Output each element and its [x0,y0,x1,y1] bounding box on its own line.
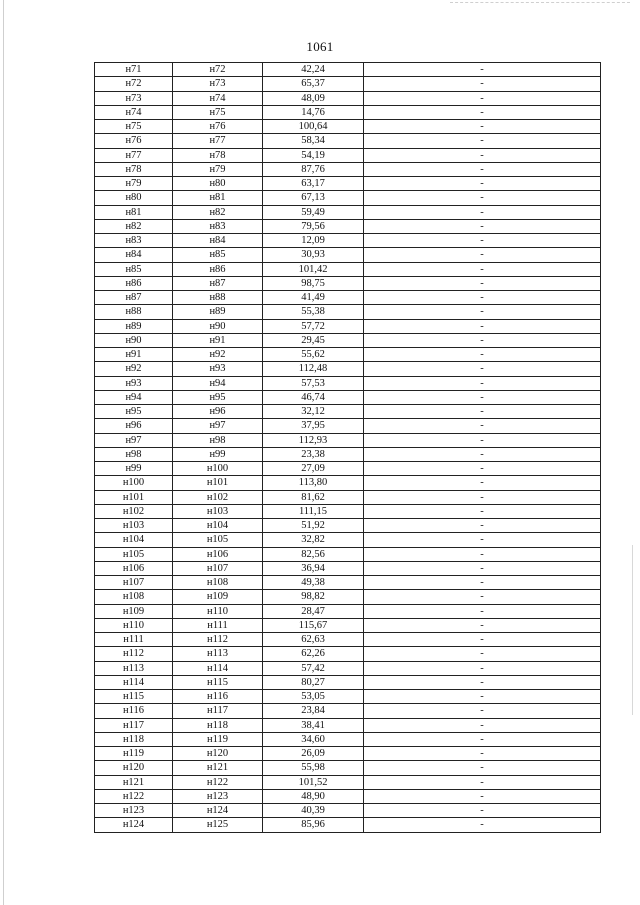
table-row [95,533,601,547]
to-point-cell: н106 [173,547,263,561]
note-cell: - [364,476,601,490]
from-point-cell: н119 [95,747,173,761]
to-point-cell: н87 [173,276,263,290]
note-cell: - [364,647,601,661]
from-point-cell: н112 [95,647,173,661]
table-row [95,177,601,191]
note-cell: - [364,376,601,390]
from-point-cell: н86 [95,276,173,290]
length-cell: 46,74 [263,390,364,404]
length-cell: 59,49 [263,205,364,219]
length-cell: 100,64 [263,120,364,134]
note-cell: - [364,390,601,404]
to-point-cell: н120 [173,747,263,761]
note-cell: - [364,333,601,347]
length-cell: 82,56 [263,547,364,561]
to-point-cell: н91 [173,333,263,347]
table-row [95,490,601,504]
note-cell: - [364,91,601,105]
note-cell: - [364,661,601,675]
note-cell: - [364,205,601,219]
to-point-cell: н104 [173,519,263,533]
note-cell: - [364,618,601,632]
length-cell: 38,41 [263,718,364,732]
to-point-cell: н74 [173,91,263,105]
note-cell: - [364,319,601,333]
to-point-cell: н90 [173,319,263,333]
length-cell: 115,67 [263,618,364,632]
from-point-cell: н108 [95,590,173,604]
length-cell: 41,49 [263,291,364,305]
note-cell: - [364,362,601,376]
note-cell: - [364,305,601,319]
length-cell: 58,34 [263,134,364,148]
table-row [95,234,601,248]
to-point-cell: н79 [173,162,263,176]
table-row [95,618,601,632]
length-cell: 55,62 [263,348,364,362]
to-point-cell: н118 [173,718,263,732]
from-point-cell: н78 [95,162,173,176]
to-point-cell: н82 [173,205,263,219]
to-point-cell: н94 [173,376,263,390]
length-cell: 32,12 [263,405,364,419]
from-point-cell: н121 [95,775,173,789]
length-cell: 27,09 [263,462,364,476]
to-point-cell: н108 [173,576,263,590]
table-row [95,276,601,290]
table-row [95,732,601,746]
from-point-cell: н83 [95,234,173,248]
to-point-cell: н125 [173,818,263,832]
boundary-points-table [94,62,601,833]
table-row [95,105,601,119]
length-cell: 63,17 [263,177,364,191]
note-cell: - [364,504,601,518]
table-row [95,504,601,518]
from-point-cell: н99 [95,462,173,476]
length-cell: 85,96 [263,818,364,832]
note-cell: - [364,561,601,575]
table-row [95,362,601,376]
from-point-cell: н104 [95,533,173,547]
from-point-cell: н96 [95,419,173,433]
table-row [95,476,601,490]
note-cell: - [364,348,601,362]
from-point-cell: н124 [95,818,173,832]
table-row [95,291,601,305]
length-cell: 48,90 [263,789,364,803]
from-point-cell: н101 [95,490,173,504]
table-row [95,205,601,219]
to-point-cell: н124 [173,804,263,818]
to-point-cell: н109 [173,590,263,604]
note-cell: - [364,789,601,803]
to-point-cell: н83 [173,219,263,233]
table-row [95,405,601,419]
table-row [95,576,601,590]
length-cell: 111,15 [263,504,364,518]
to-point-cell: н88 [173,291,263,305]
table-row [95,561,601,575]
scan-corner-mark [450,2,630,4]
from-point-cell: н98 [95,447,173,461]
table-row [95,718,601,732]
from-point-cell: н110 [95,618,173,632]
from-point-cell: н118 [95,732,173,746]
length-cell: 30,93 [263,248,364,262]
length-cell: 62,63 [263,633,364,647]
table-body [95,63,601,833]
table-row [95,547,601,561]
note-cell: - [364,818,601,832]
from-point-cell: н71 [95,63,173,77]
note-cell: - [364,732,601,746]
note-cell: - [364,690,601,704]
note-cell: - [364,633,601,647]
length-cell: 113,80 [263,476,364,490]
table-row [95,333,601,347]
note-cell: - [364,433,601,447]
note-cell: - [364,447,601,461]
to-point-cell: н76 [173,120,263,134]
to-point-cell: н100 [173,462,263,476]
table-row [95,804,601,818]
length-cell: 101,42 [263,262,364,276]
length-cell: 101,52 [263,775,364,789]
from-point-cell: н120 [95,761,173,775]
from-point-cell: н74 [95,105,173,119]
length-cell: 55,38 [263,305,364,319]
table-row [95,390,601,404]
note-cell: - [364,77,601,91]
from-point-cell: н73 [95,91,173,105]
length-cell: 57,53 [263,376,364,390]
to-point-cell: н92 [173,348,263,362]
to-point-cell: н116 [173,690,263,704]
to-point-cell: н112 [173,633,263,647]
to-point-cell: н123 [173,789,263,803]
table-row [95,91,601,105]
length-cell: 57,42 [263,661,364,675]
note-cell: - [364,775,601,789]
note-cell: - [364,576,601,590]
length-cell: 51,92 [263,519,364,533]
to-point-cell: н72 [173,63,263,77]
note-cell: - [364,419,601,433]
from-point-cell: н84 [95,248,173,262]
to-point-cell: н98 [173,433,263,447]
from-point-cell: н80 [95,191,173,205]
from-point-cell: н88 [95,305,173,319]
note-cell: - [364,462,601,476]
from-point-cell: н77 [95,148,173,162]
length-cell: 37,95 [263,419,364,433]
table-row [95,704,601,718]
note-cell: - [364,177,601,191]
length-cell: 12,09 [263,234,364,248]
length-cell: 23,84 [263,704,364,718]
scan-edge-left [3,0,4,905]
length-cell: 49,38 [263,576,364,590]
to-point-cell: н96 [173,405,263,419]
length-cell: 26,09 [263,747,364,761]
length-cell: 98,82 [263,590,364,604]
from-point-cell: н75 [95,120,173,134]
length-cell: 36,94 [263,561,364,575]
table-row [95,675,601,689]
length-cell: 80,27 [263,675,364,689]
length-cell: 65,37 [263,77,364,91]
table-row [95,775,601,789]
to-point-cell: н110 [173,604,263,618]
note-cell: - [364,105,601,119]
length-cell: 55,98 [263,761,364,775]
table-row [95,590,601,604]
from-point-cell: н117 [95,718,173,732]
table-row [95,690,601,704]
table-row [95,219,601,233]
from-point-cell: н100 [95,476,173,490]
note-cell: - [364,234,601,248]
to-point-cell: н103 [173,504,263,518]
from-point-cell: н115 [95,690,173,704]
note-cell: - [364,120,601,134]
table-row [95,262,601,276]
table-row [95,120,601,134]
note-cell: - [364,262,601,276]
table-row [95,818,601,832]
note-cell: - [364,533,601,547]
to-point-cell: н113 [173,647,263,661]
from-point-cell: н85 [95,262,173,276]
table-row [95,305,601,319]
note-cell: - [364,276,601,290]
to-point-cell: н84 [173,234,263,248]
from-point-cell: н123 [95,804,173,818]
to-point-cell: н101 [173,476,263,490]
from-point-cell: н105 [95,547,173,561]
to-point-cell: н89 [173,305,263,319]
from-point-cell: н89 [95,319,173,333]
length-cell: 112,93 [263,433,364,447]
from-point-cell: н81 [95,205,173,219]
note-cell: - [364,162,601,176]
note-cell: - [364,134,601,148]
to-point-cell: н107 [173,561,263,575]
note-cell: - [364,191,601,205]
length-cell: 57,72 [263,319,364,333]
from-point-cell: н102 [95,504,173,518]
table-row [95,191,601,205]
table-row [95,419,601,433]
note-cell: - [364,405,601,419]
note-cell: - [364,804,601,818]
table-row [95,134,601,148]
to-point-cell: н80 [173,177,263,191]
note-cell: - [364,148,601,162]
table-row [95,162,601,176]
note-cell: - [364,291,601,305]
from-point-cell: н122 [95,789,173,803]
from-point-cell: н111 [95,633,173,647]
from-point-cell: н92 [95,362,173,376]
length-cell: 79,56 [263,219,364,233]
to-point-cell: н85 [173,248,263,262]
to-point-cell: н105 [173,533,263,547]
from-point-cell: н95 [95,405,173,419]
length-cell: 98,75 [263,276,364,290]
table-row [95,248,601,262]
note-cell: - [364,590,601,604]
from-point-cell: н93 [95,376,173,390]
note-cell: - [364,547,601,561]
table-row [95,319,601,333]
length-cell: 48,09 [263,91,364,105]
table-row [95,77,601,91]
length-cell: 40,39 [263,804,364,818]
to-point-cell: н97 [173,419,263,433]
length-cell: 23,38 [263,447,364,461]
from-point-cell: н76 [95,134,173,148]
to-point-cell: н75 [173,105,263,119]
note-cell: - [364,219,601,233]
length-cell: 112,48 [263,362,364,376]
table-row [95,376,601,390]
length-cell: 62,26 [263,647,364,661]
from-point-cell: н72 [95,77,173,91]
table-row [95,633,601,647]
to-point-cell: н111 [173,618,263,632]
length-cell: 67,13 [263,191,364,205]
from-point-cell: н113 [95,661,173,675]
note-cell: - [364,63,601,77]
note-cell: - [364,704,601,718]
length-cell: 53,05 [263,690,364,704]
table-row [95,789,601,803]
note-cell: - [364,604,601,618]
scan-edge-right [632,545,633,715]
table-row [95,433,601,447]
table-row [95,63,601,77]
from-point-cell: н106 [95,561,173,575]
from-point-cell: н116 [95,704,173,718]
from-point-cell: н109 [95,604,173,618]
to-point-cell: н86 [173,262,263,276]
length-cell: 81,62 [263,490,364,504]
to-point-cell: н95 [173,390,263,404]
table-row [95,519,601,533]
page-number: 1061 [306,39,334,54]
length-cell: 54,19 [263,148,364,162]
length-cell: 87,76 [263,162,364,176]
length-cell: 14,76 [263,105,364,119]
to-point-cell: н121 [173,761,263,775]
to-point-cell: н99 [173,447,263,461]
from-point-cell: н87 [95,291,173,305]
table-row [95,647,601,661]
table-row [95,348,601,362]
note-cell: - [364,718,601,732]
table-row [95,604,601,618]
table-row [95,462,601,476]
to-point-cell: н102 [173,490,263,504]
table-row [95,447,601,461]
from-point-cell: н79 [95,177,173,191]
table-row [95,661,601,675]
table-row [95,148,601,162]
length-cell: 42,24 [263,63,364,77]
to-point-cell: н93 [173,362,263,376]
length-cell: 32,82 [263,533,364,547]
from-point-cell: н91 [95,348,173,362]
to-point-cell: н122 [173,775,263,789]
note-cell: - [364,761,601,775]
from-point-cell: н114 [95,675,173,689]
note-cell: - [364,747,601,761]
from-point-cell: н97 [95,433,173,447]
note-cell: - [364,675,601,689]
to-point-cell: н119 [173,732,263,746]
from-point-cell: н82 [95,219,173,233]
length-cell: 34,60 [263,732,364,746]
to-point-cell: н117 [173,704,263,718]
from-point-cell: н94 [95,390,173,404]
to-point-cell: н78 [173,148,263,162]
to-point-cell: н114 [173,661,263,675]
to-point-cell: н77 [173,134,263,148]
from-point-cell: н103 [95,519,173,533]
length-cell: 28,47 [263,604,364,618]
from-point-cell: н90 [95,333,173,347]
to-point-cell: н73 [173,77,263,91]
note-cell: - [364,248,601,262]
table-row [95,747,601,761]
to-point-cell: н81 [173,191,263,205]
from-point-cell: н107 [95,576,173,590]
length-cell: 29,45 [263,333,364,347]
to-point-cell: н115 [173,675,263,689]
note-cell: - [364,490,601,504]
note-cell: - [364,519,601,533]
table-row [95,761,601,775]
